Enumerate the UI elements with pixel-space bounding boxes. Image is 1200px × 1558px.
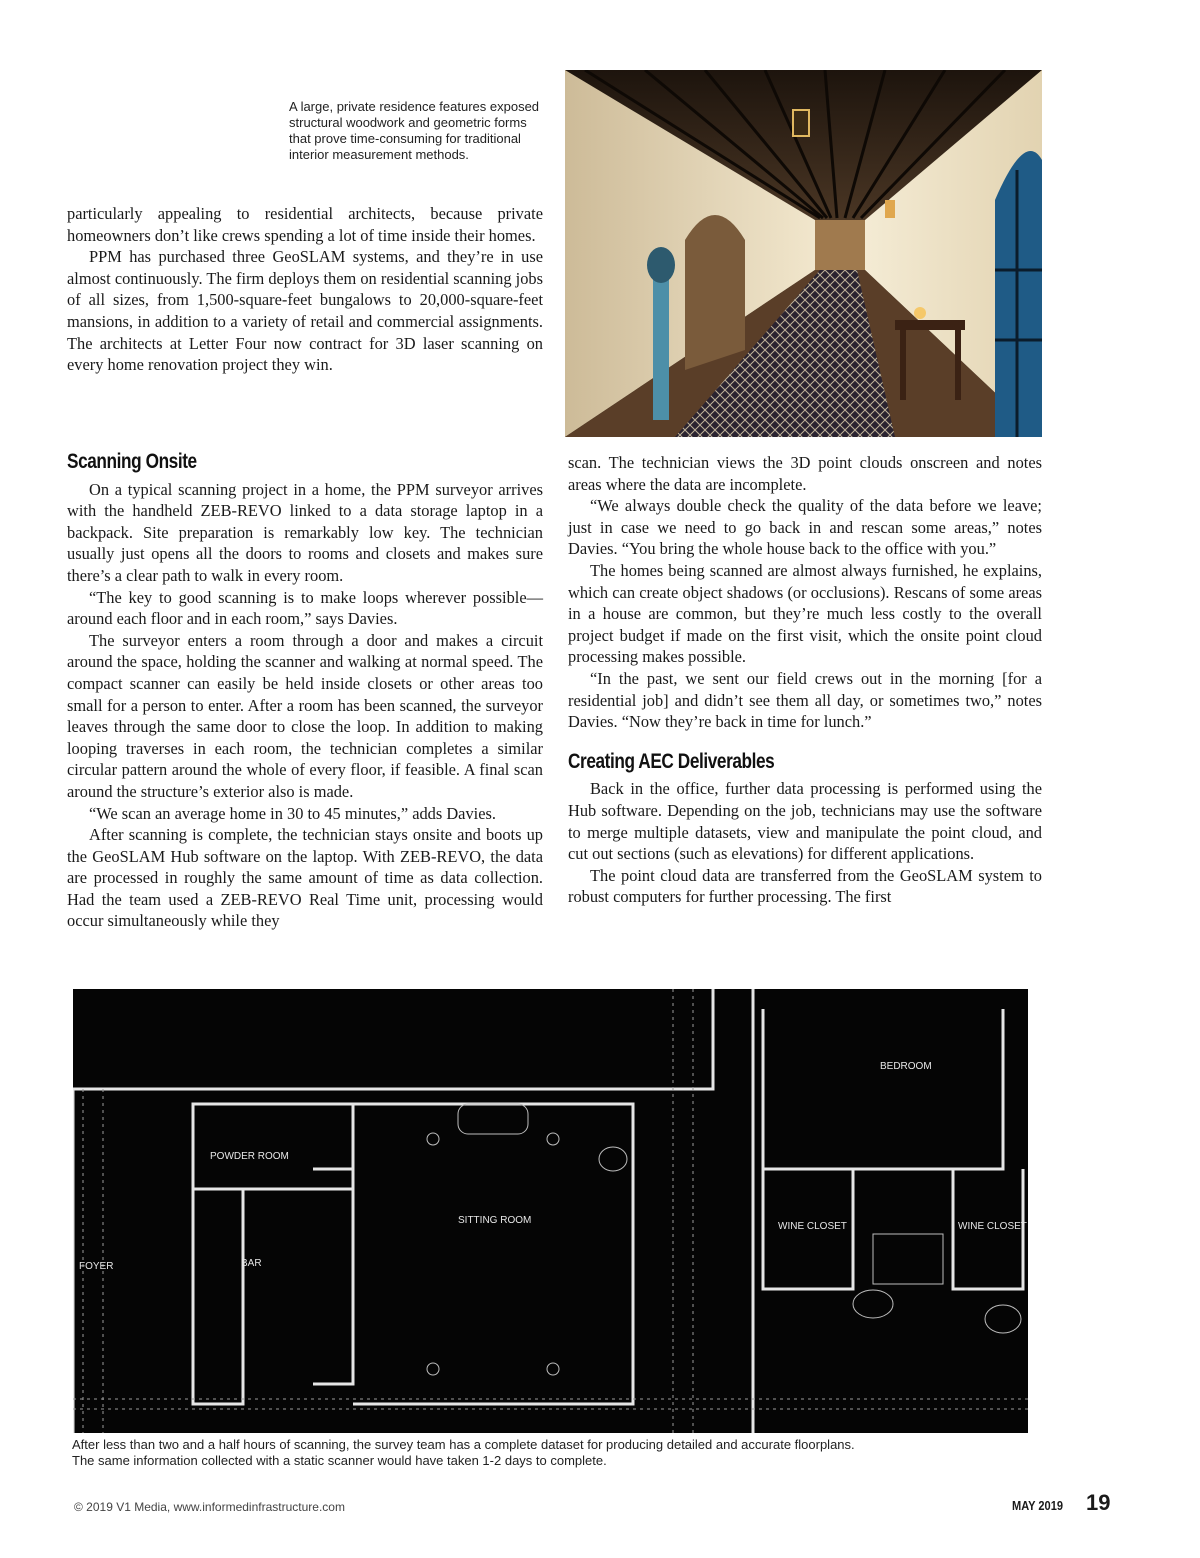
floorplan-caption [72,1437,972,1469]
floorplan-drawing [73,989,1028,1433]
page-number: 19 [1086,1490,1111,1515]
floorplan-caption-line: The same information collected with a static scanner would have taken 1-2 days to complete. [72,1453,607,1468]
intro-paragraph: PPM has purchased three GeoSLAM systems, and they’re in use almost continuously. The firm deploys them on residential scanning jobs of all sizes, from 1,500-square-feet bungalows to 20,000-square-feet mansions, in addition to a variety of retail and commercial assignments. The architects at Letter Four now contract for 3D laser scanning on every home renovation project they win. [67,247,543,375]
body-paragraph: Back in the office, further data processing is performed using the Hub software. Depending on the job, technicians may use the software to merge multiple datasets, view and manipulate the point cloud, and cut out sections (such as elevations) for different applications. [568,779,1042,864]
right-column [568,452,1042,908]
section-heading: Creating AEC Deliverables [568,749,775,773]
footer-copyright: © 2019 V1 Media, www.informedinfrastructure.com [74,1500,345,1514]
floorplan-label-wine-closet: WINE CLOSET [778,1221,847,1232]
section-heading: Scanning Onsite [67,450,197,473]
body-paragraph: The surveyor enters a room through a door and makes a circuit around the space, holding the scanner and walking at normal speed. The compact scanner can easily be held inside closets or other areas too small for a person to enter. After a room has been scanned, the surveyor leaves through the same door to close the loop. In addition to making looping traverses in each room, the technician completes a similar circular pattern around the whole of every floor, if feasible. A final scan around the structure’s exterior also is made. [67,630,543,801]
section-scanning-onsite [67,451,543,932]
photo-caption: A large, private residence features exposed structural woodwork and geometric forms that prove time-consuming for traditional interior measurement methods. [289,99,540,162]
footer-issue: MAY 2019 [1012,1498,1063,1513]
floorplan-label-foyer: FOYER [79,1261,114,1272]
body-paragraph: The point cloud data are transferred from the GeoSLAM system to robust computers for further processing. The first [568,865,1042,907]
corridor-photo [565,70,1042,437]
body-paragraph: On a typical scanning project in a home, the PPM surveyor arrives with the handheld ZEB-REVO linked to a data storage laptop in a backpack. Site preparation is remarkably low key. The technician usually just opens all the doors to rooms and closets and makes sure there’s a clear path to walk in every room. [67,479,543,585]
floorplan-image [73,989,1028,1433]
body-paragraph: scan. The technician views the 3D point clouds onscreen and notes areas where the data are incomplete. [568,453,1042,494]
corridor-illustration [565,70,1042,437]
intro-text [67,203,543,376]
floorplan-label-wine-closet: WINE CLOSET [958,1221,1027,1232]
floorplan-label-bar: BAR [241,1258,262,1269]
body-paragraph: “In the past, we sent our field crews out in the morning [for a residential job] and didn’t see them all day, or sometimes two,” notes Davies. “Now they’re back in time for lunch.” [568,668,1042,732]
intro-paragraph: particularly appealing to residential architects, because private homeowners don’t like crews spending a lot of time inside their homes. [67,204,543,245]
body-paragraph: After scanning is complete, the technician stays onsite and boots up the GeoSLAM Hub software on the laptop. With ZEB-REVO, the data are processed in roughly the same amount of time as data collection. Had the team used a ZEB-REVO Real Time unit, processing would occur simultaneously while they [67,825,543,931]
floorplan-label-sitting-room: SITTING ROOM [458,1215,532,1226]
body-paragraph: The homes being scanned are almost always furnished, he explains, which can create object shadows (or occlusions). Rescans of some areas in a house are common, but they’re much less costly to the overall project budget if made on the first visit, which the onsite point cloud processing makes possible. [568,560,1042,667]
body-paragraph: “We always double check the quality of the data before we leave; just in case we need to go back in and rescan some areas,” notes Davies. “You bring the whole house back to the office with you.” [568,496,1042,559]
body-paragraph: “We scan an average home in 30 to 45 minutes,” adds Davies. [89,803,496,823]
floorplan-label-bedroom: BEDROOM [880,1061,932,1072]
body-paragraph: “The key to good scanning is to make loops wherever possible—around each floor and in each room,” says Davies. [67,587,543,629]
floorplan-caption-line: After less than two and a half hours of scanning, the survey team has a complete dataset for producing detailed and accurate floorplans. [72,1437,855,1452]
floorplan-label-powder-room: POWDER ROOM [210,1151,289,1162]
